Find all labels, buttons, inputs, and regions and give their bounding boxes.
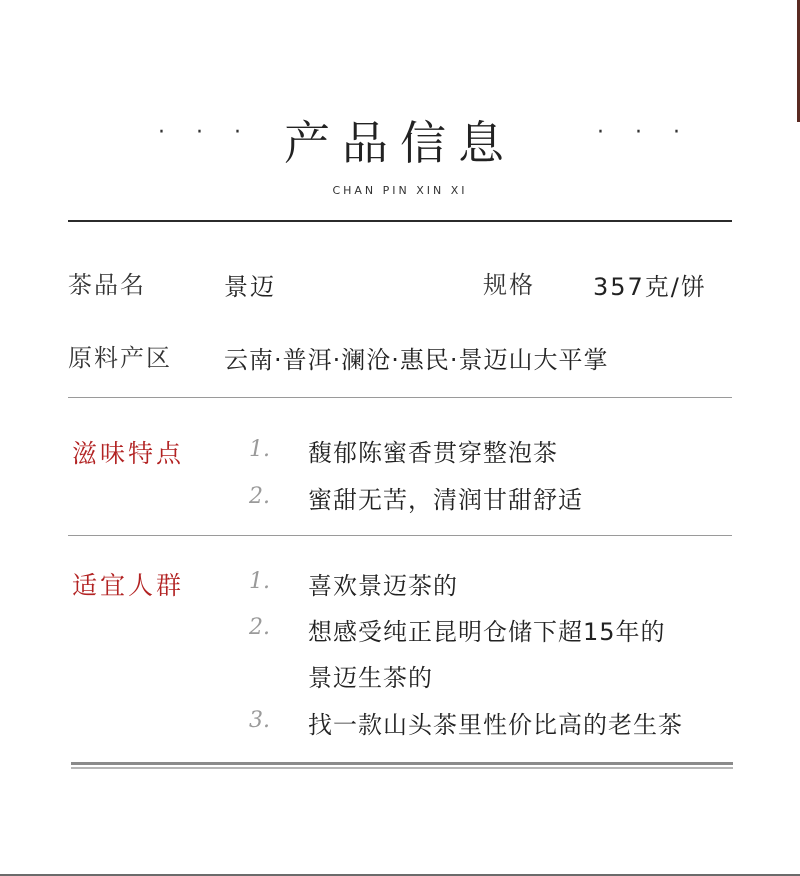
- section-divider: [68, 397, 732, 398]
- audience-section-title: 适宜人群: [72, 571, 185, 600]
- origin-label: 原料产区: [68, 344, 172, 372]
- list-item: 馥郁陈蜜香贯穿整泡茶: [308, 439, 558, 467]
- list-number: 3.: [249, 708, 270, 733]
- page-title: 产品信息: [284, 116, 516, 170]
- tea-name-label: 茶品名: [68, 271, 146, 299]
- list-item-continued: 景迈生茶的: [308, 664, 433, 692]
- list-number: 1.: [249, 569, 270, 594]
- spec-value: 357克/饼: [593, 273, 707, 301]
- header-divider: [68, 220, 732, 222]
- page-subtitle: CHAN PIN XIN XI: [332, 184, 468, 197]
- tea-name-value: 景迈: [224, 273, 276, 301]
- list-number: 2.: [249, 484, 270, 509]
- footer-double-divider: [71, 762, 733, 769]
- decorative-dots-right: · · ·: [597, 120, 692, 145]
- list-item: 喜欢景迈茶的: [308, 572, 458, 600]
- decorative-dots-left: · · ·: [158, 120, 253, 145]
- list-number: 2.: [249, 615, 270, 640]
- section-divider: [68, 535, 732, 536]
- list-item: 找一款山头茶里性价比高的老生茶: [308, 711, 683, 739]
- list-number: 1.: [249, 437, 270, 462]
- taste-section-title: 滋味特点: [72, 439, 185, 468]
- origin-value: 云南·普洱·澜沧·惠民·景迈山大平掌: [224, 346, 609, 374]
- list-item: 蜜甜无苦，清润甘甜舒适: [308, 486, 583, 514]
- list-item: 想感受纯正昆明仓储下超15年的: [308, 618, 666, 646]
- spec-label: 规格: [483, 271, 535, 299]
